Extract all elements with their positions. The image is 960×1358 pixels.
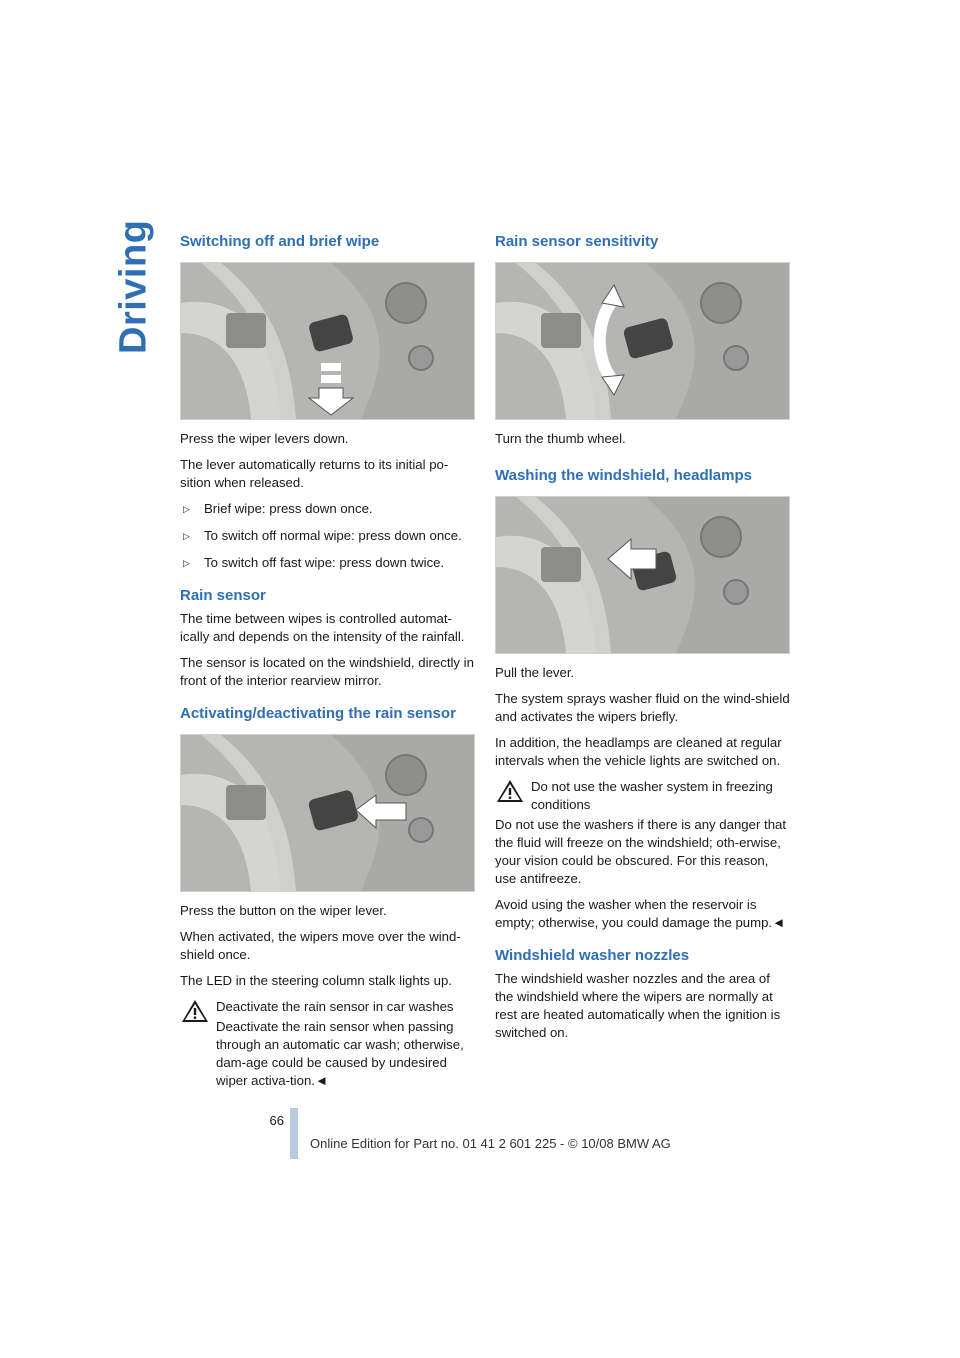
paragraph: The LED in the steering column stalk lights up.	[180, 973, 452, 988]
heading-rain-sensor-sensitivity: Rain sensor sensitivity	[495, 233, 659, 250]
steering-wheel-illustration	[181, 735, 474, 891]
paragraph: Press the wiper levers down.	[180, 431, 349, 446]
warning-notice	[495, 778, 791, 814]
edition-notice: Online Edition for Part no. 01 41 2 601 225 - © 10/08 BMW AG	[310, 1136, 671, 1151]
list-item: ▷ To switch off normal wipe: press down once.	[183, 528, 462, 543]
page-number: 66	[269, 1113, 284, 1128]
paragraph: When activated, the wipers move over the wind-shield once.	[180, 929, 461, 962]
warning-text: Deactivate the rain sensor when passing through an automatic car wash; otherwise, dam-age could be caused by undesired wiper activa-tion.◄	[216, 1019, 464, 1088]
triangle-bullet-icon: ▷	[183, 558, 190, 568]
warning-title: Deactivate the rain sensor in car washes	[216, 999, 454, 1014]
chapter-label: Driving	[112, 219, 155, 355]
paragraph: Avoid using the washer when the reservoir is empty; otherwise, you could damage the pump.◄	[495, 897, 786, 930]
warning-text: Do not use the washers if there is any danger that the fluid will freeze on the windshield; oth-erwise, your vision could be obscured. For this reason, use antifreeze.	[495, 817, 787, 886]
list-item: ▷ To switch off fast wipe: press down twice.	[183, 555, 445, 570]
paragraph: The windshield washer nozzles and the area of the windshield where the wipers are normally at rest are heated automatically when the ignition is switched on.	[495, 971, 781, 1040]
steering-wheel-illustration	[496, 263, 789, 419]
paragraph: The time between wipes is controlled automat-ically and depends on the intensity of the rainfall.	[180, 611, 465, 644]
warning-notice	[180, 998, 476, 1090]
illustration-pull-lever	[495, 496, 790, 654]
paragraph: Press the button on the wiper lever.	[180, 903, 387, 918]
illustration-thumb-wheel	[495, 262, 790, 420]
bullet-list	[180, 500, 476, 572]
paragraph: The lever automatically returns to its initial po- sition when released.	[180, 457, 449, 490]
triangle-bullet-icon: ▷	[183, 504, 190, 514]
triangle-bullet-icon: ▷	[183, 531, 190, 541]
paragraph: The system sprays washer fluid on the wind-shield and activates the wipers briefly.	[495, 691, 790, 724]
illustration-press-button	[180, 734, 475, 892]
heading-rain-sensor: Rain sensor	[180, 587, 266, 604]
list-item: ▷ Brief wipe: press down once.	[183, 501, 373, 516]
steering-wheel-illustration	[496, 497, 789, 653]
paragraph: In addition, the headlamps are cleaned at regular intervals when the vehicle lights are switched on.	[495, 735, 782, 768]
warning-triangle-icon	[180, 998, 210, 1024]
left-column	[180, 232, 476, 1098]
footer-divider	[290, 1108, 298, 1159]
steering-wheel-illustration	[181, 263, 474, 419]
paragraph: Turn the thumb wheel.	[495, 431, 626, 446]
illustration-press-down	[180, 262, 475, 420]
heading-washing-windshield: Washing the windshield, headlamps	[495, 467, 752, 484]
warning-triangle-icon	[495, 778, 525, 804]
warning-title: Do not use the washer system in freezing conditions	[531, 779, 773, 812]
heading-washer-nozzles: Windshield washer nozzles	[495, 947, 690, 964]
heading-activating-rain-sensor: Activating/deactivating the rain sensor	[180, 705, 456, 722]
right-column	[495, 232, 791, 1050]
paragraph: Pull the lever.	[495, 665, 575, 680]
paragraph: The sensor is located on the windshield, directly in front of the interior rearview mirror.	[180, 655, 474, 688]
heading-switching-off: Switching off and brief wipe	[180, 233, 380, 250]
